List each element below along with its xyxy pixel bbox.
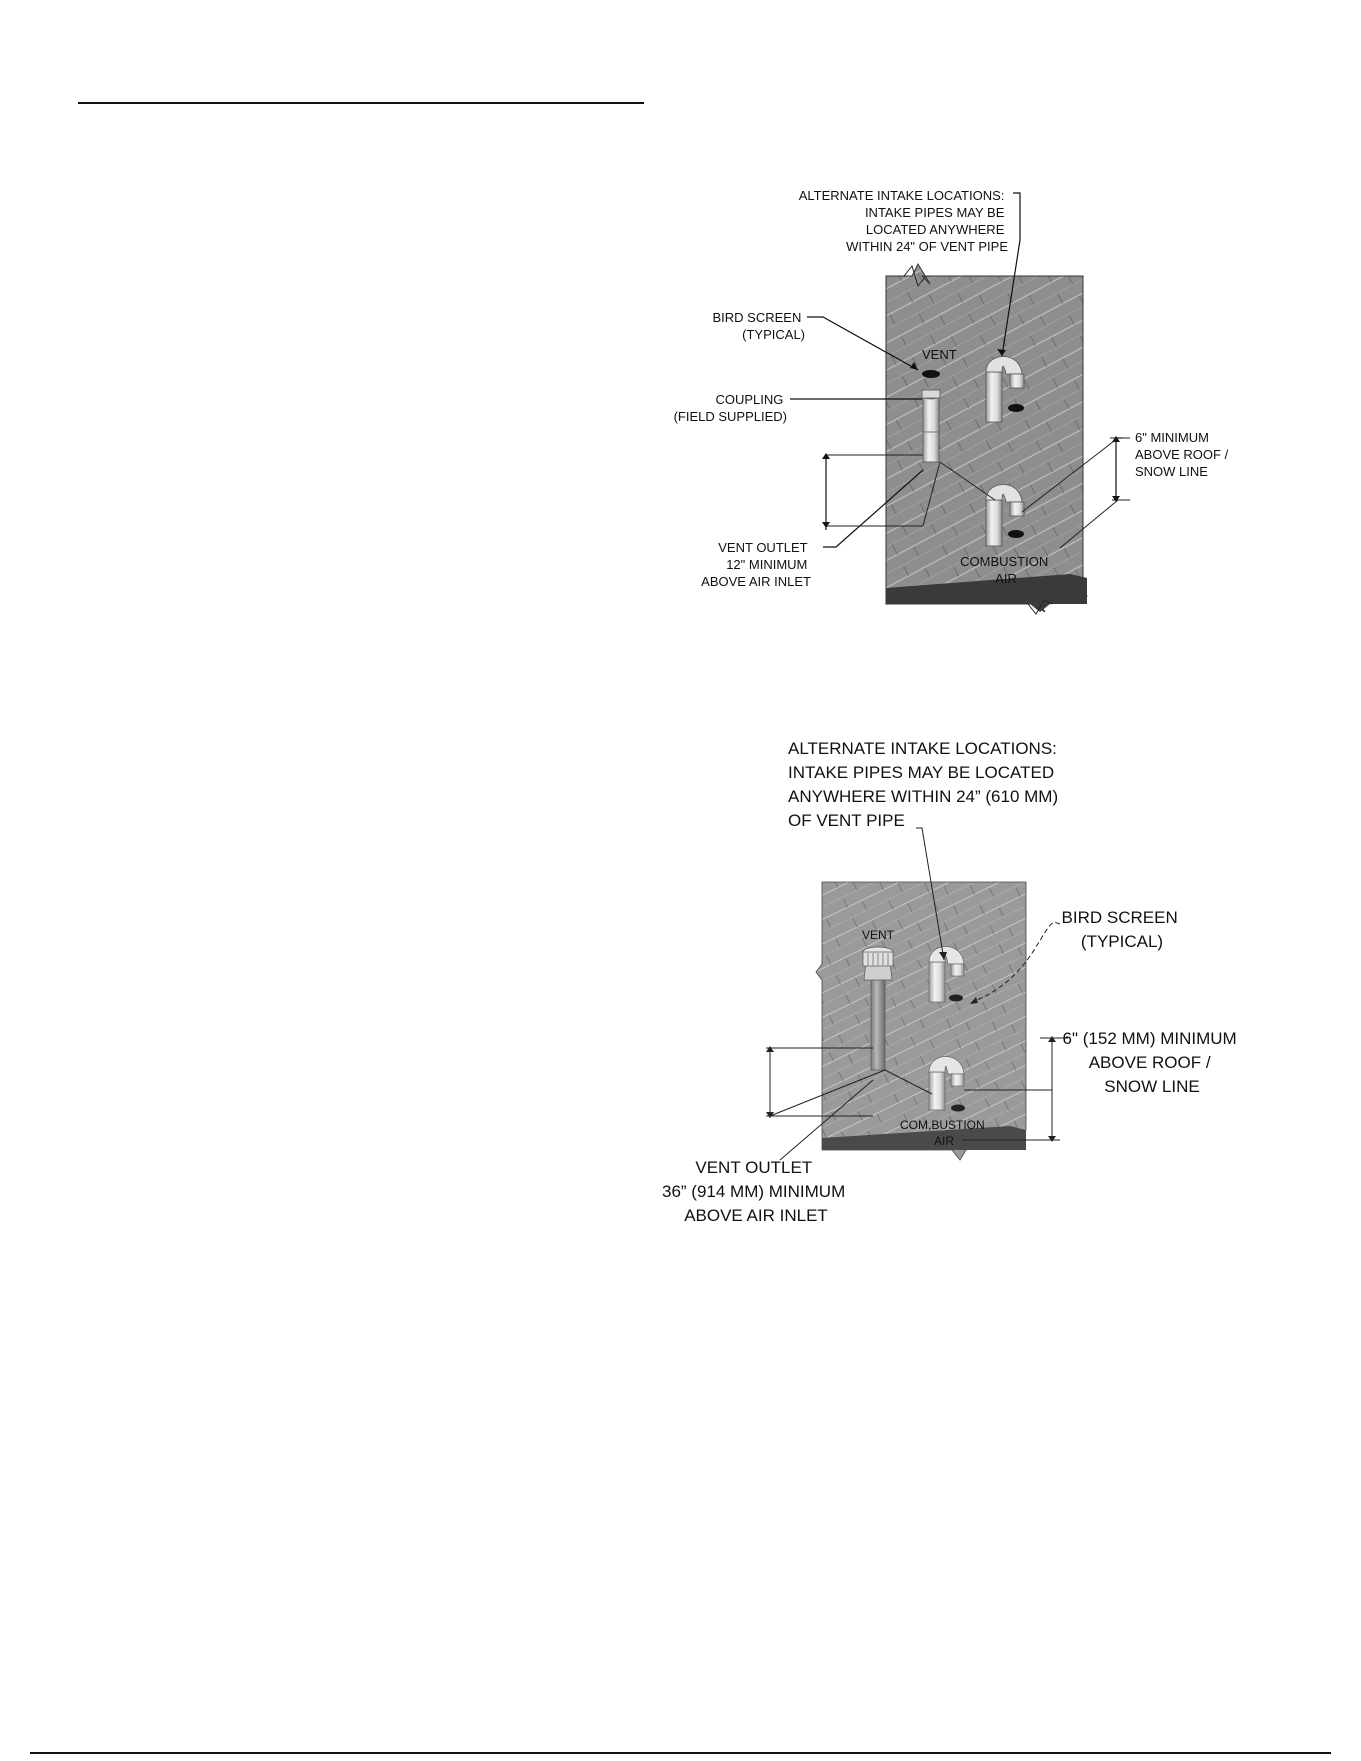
fig1-label-vent: VENT: [922, 347, 957, 362]
fig1-label-combustion-air: COMBUSTION AIR: [960, 554, 1049, 586]
fig2-label-combustion-air: COM,BUSTION AIR: [899, 1118, 985, 1148]
figure-2-roof-vent-diagram: [662, 739, 1241, 1225]
fig2-label-alternate-intake: ALTERNATE INTAKE LOCATIONS: INTAKE PIPES MAY BE LOCATED ANYWHERE WITHIN 24” (610 MM) OF VENT PIPE: [788, 739, 1059, 830]
fig2-label-bird-screen: BIRD SCREEN (TYPICAL): [1061, 908, 1178, 951]
figure-1-roof-vent-diagram: [674, 188, 1232, 614]
fig1-label-bird-screen: BIRD SCREEN (TYPICAL): [712, 310, 805, 342]
fig2-label-vent-outlet: VENT OUTLET 36” (914 MM) MINIMUM ABOVE AIR INLET: [662, 1158, 846, 1225]
fig2-label-minimum-above-roof: 6" (152 MM) MINIMUM ABOVE ROOF / SNOW LINE: [1062, 1029, 1237, 1096]
footer-rule: [30, 1752, 1331, 1754]
fig1-label-coupling: COUPLING (FIELD SUPPLIED): [673, 392, 787, 424]
fig1-label-alternate-intake: ALTERNATE INTAKE LOCATIONS: INTAKE PIPES MAY BE LOCATED ANYWHERE WITHIN 24" OF VENT PIPE: [798, 188, 1008, 254]
fig1-label-vent-outlet: VENT OUTLET 12" MINIMUM ABOVE AIR INLET: [701, 540, 811, 589]
fig1-label-minimum-above-roof: 6" MINIMUM ABOVE ROOF / SNOW LINE: [1135, 430, 1229, 479]
fig2-label-vent: VENT: [862, 928, 895, 942]
